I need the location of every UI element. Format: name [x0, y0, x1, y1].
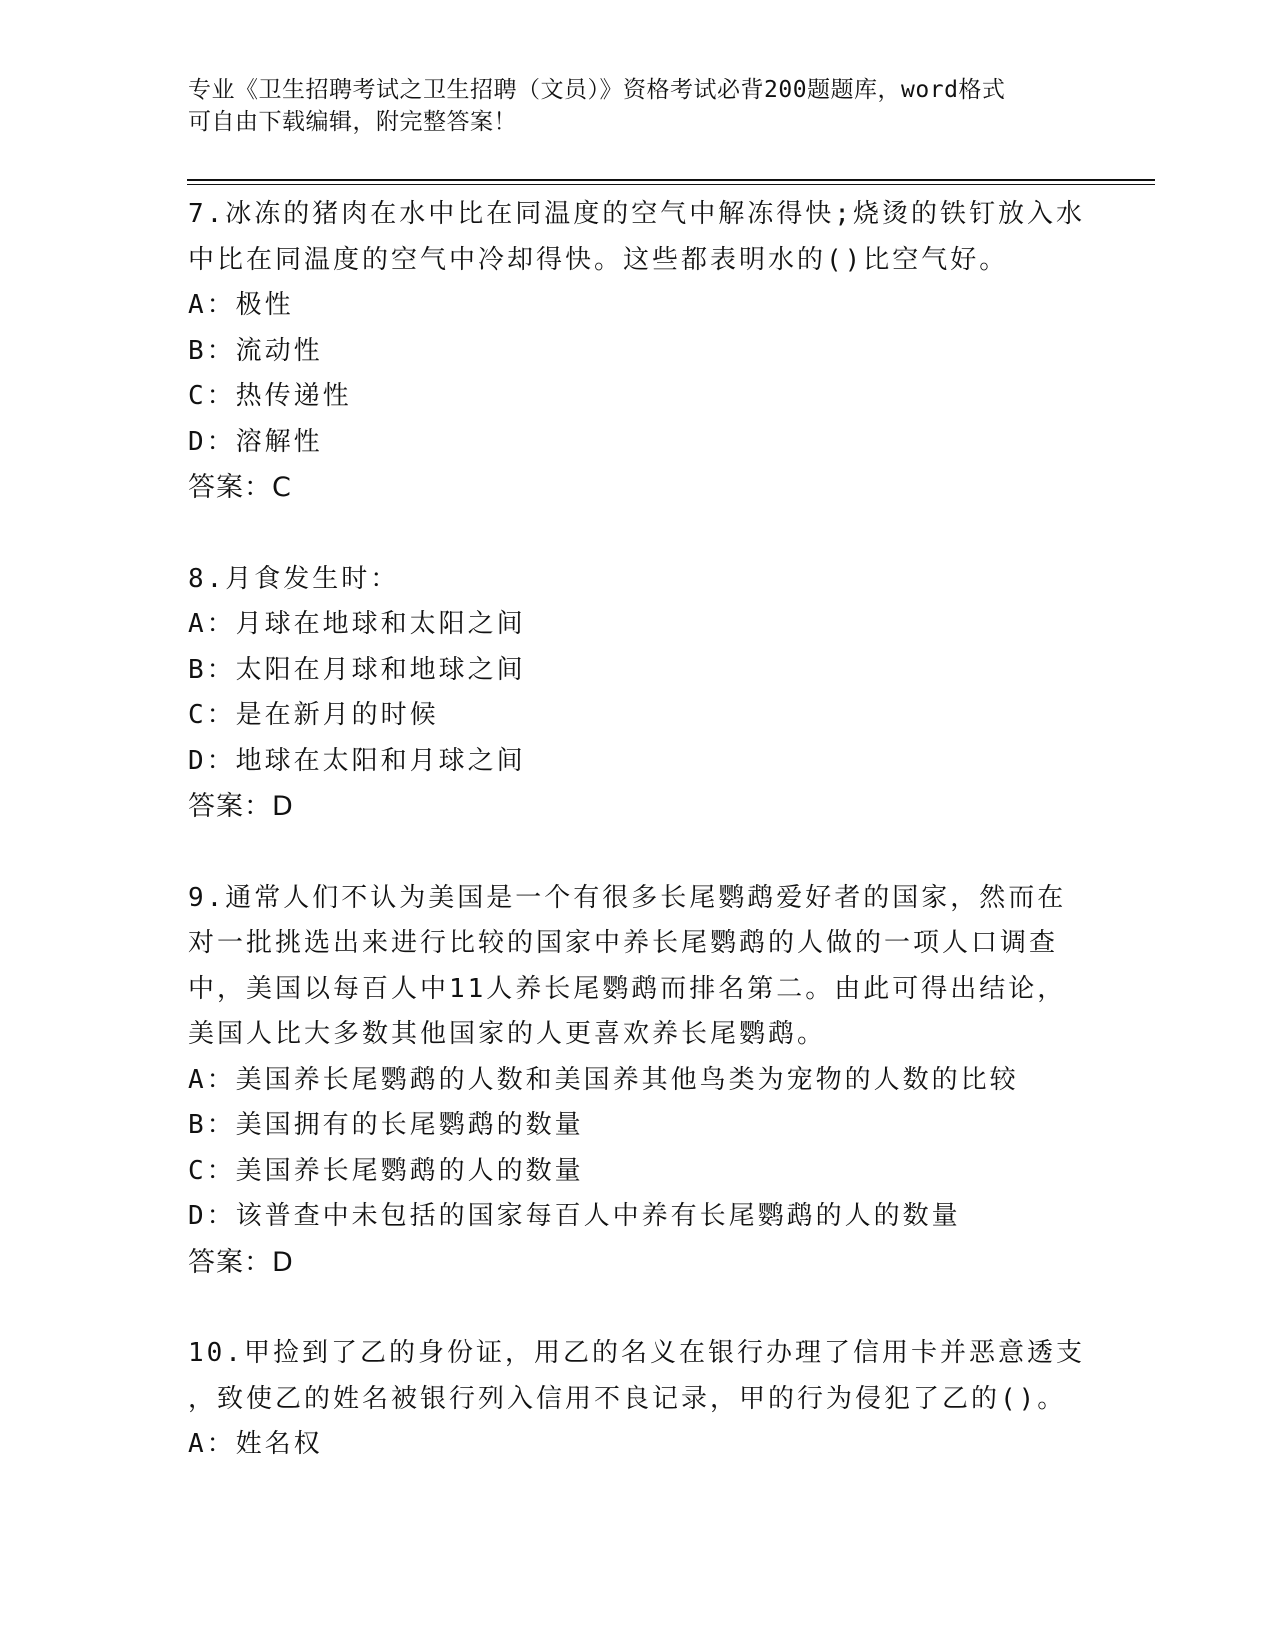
- question-9-stem-line-4: 美国人比大多数其他国家的人更喜欢养长尾鹦鹉。: [188, 1019, 827, 1049]
- document-header: [188, 74, 1088, 138]
- question-7-stem-line-2: 中比在同温度的空气中冷却得快。这些都表明水的()比空气好。: [188, 244, 1009, 275]
- question-7: [188, 192, 1088, 511]
- question-7-option-b: B：流动性: [188, 335, 323, 366]
- question-9-stem-line-1: 9.通常人们不认为美国是一个有很多长尾鹦鹉爱好者的国家，然而在: [188, 882, 1067, 913]
- question-9-option-b: B：美国拥有的长尾鹦鹉的数量: [188, 1110, 584, 1140]
- header-rule-thin: [187, 184, 1155, 185]
- question-7-answer: 答案：C: [188, 472, 292, 503]
- question-gap: [188, 511, 1088, 557]
- question-gap: [188, 830, 1088, 876]
- question-7-option-d: D：溶解性: [188, 426, 323, 457]
- question-7-option-a: A：极性: [188, 290, 294, 320]
- question-9-answer: 答案：D: [188, 1246, 294, 1278]
- question-10-option-a: A：姓名权: [188, 1429, 323, 1459]
- header-rule-thick: [187, 179, 1155, 181]
- question-10-stem-line-2: ，致使乙的姓名被银行列入信用不良记录，甲的行为侵犯了乙的()。: [188, 1383, 1067, 1414]
- question-8-answer: 答案：D: [188, 791, 294, 822]
- question-9-stem-line-2: 对一批挑选出来进行比较的国家中养长尾鹦鹉的人做的一项人口调查: [188, 928, 1059, 958]
- question-9-option-c: C：美国养长尾鹦鹉的人的数量: [188, 1155, 584, 1186]
- question-10-stem-line-1: 10.甲捡到了乙的身份证，用乙的名义在银行办理了信用卡并恶意透支: [188, 1338, 1085, 1368]
- question-8-option-b: B：太阳在月球和地球之间: [188, 654, 526, 685]
- question-8: [188, 557, 1088, 830]
- question-10: [188, 1331, 1088, 1468]
- question-9: [188, 876, 1088, 1286]
- question-8-option-c: C：是在新月的时候: [188, 700, 439, 730]
- question-list: [188, 192, 1088, 1468]
- question-gap: [188, 1285, 1088, 1331]
- question-8-option-a: A：月球在地球和太阳之间: [188, 609, 526, 639]
- question-7-stem-line-1: 7.冰冻的猪肉在水中比在同温度的空气中解冻得快;烧烫的铁钉放入水: [188, 199, 1085, 229]
- question-9-option-d: D：该普查中未包括的国家每百人中养有长尾鹦鹉的人的数量: [188, 1201, 961, 1231]
- question-8-option-d: D：地球在太阳和月球之间: [188, 745, 526, 776]
- question-7-option-c: C：热传递性: [188, 381, 352, 411]
- header-line-2: 可自由下载编辑，附完整答案！: [188, 109, 517, 135]
- question-9-stem-line-3: 中，美国以每百人中11人养长尾鹦鹉而排名第二。由此可得出结论，: [188, 973, 1067, 1004]
- question-8-stem-line-1: 8.月食发生时：: [188, 563, 400, 594]
- header-line-1: 专业《卫生招聘考试之卫生招聘（文员）》资格考试必背200题题库，word格式: [188, 77, 1006, 103]
- question-9-option-a: A：美国养长尾鹦鹉的人数和美国养其他鸟类为宠物的人数的比较: [188, 1064, 1019, 1095]
